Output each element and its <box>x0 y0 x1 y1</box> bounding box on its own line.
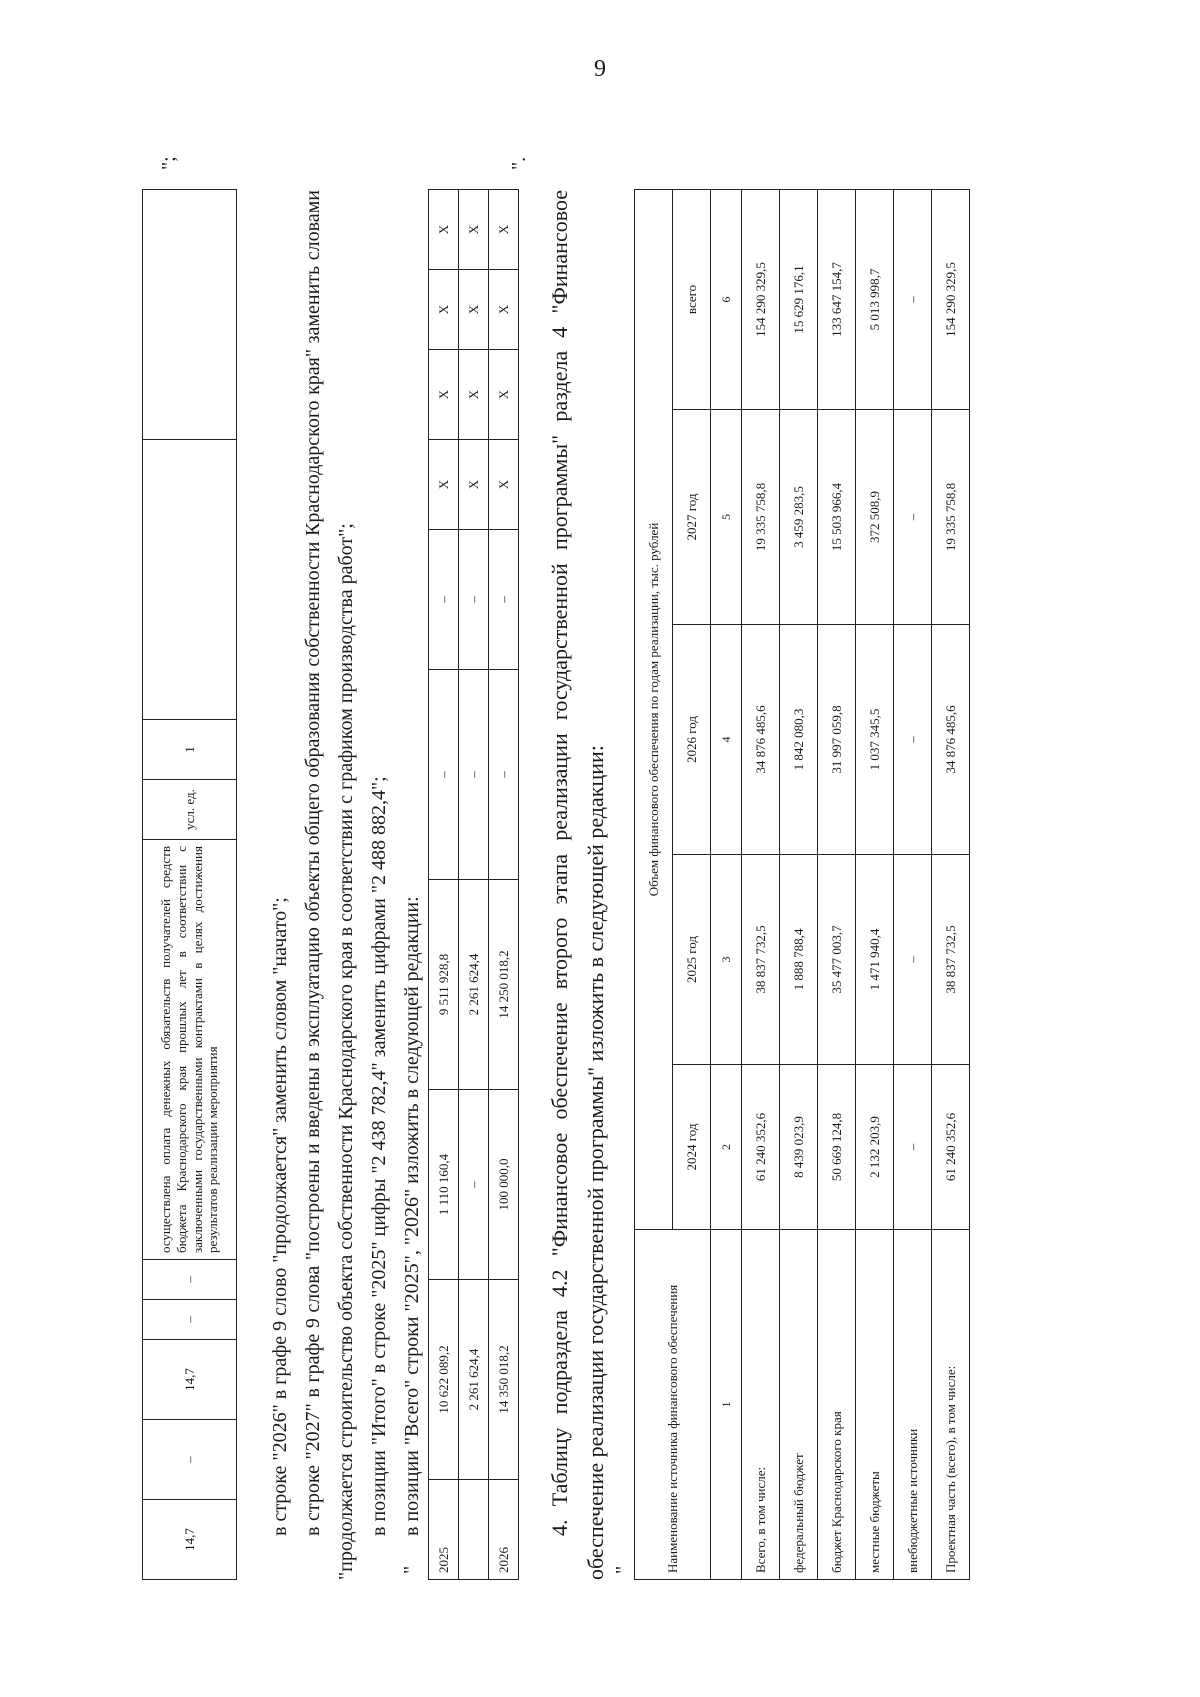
cell <box>143 440 237 720</box>
cell: 1 037 345,5 <box>856 625 894 855</box>
paragraph: 4. Таблицу подраздела 4.2 "Финансовое обеспечение второго этапа реализации государственной программы" раздела 4 "Финансовое обеспечение реализации государственной программы" изложить в следующей редакции: <box>547 190 608 1580</box>
header-year: 2025 год <box>673 855 711 1065</box>
cell: 2025 <box>429 1480 459 1580</box>
header-source: Наименование источника финансового обеспечения <box>635 1230 711 1580</box>
cell: 34 876 485,6 <box>742 625 780 855</box>
cell: бюджет Краснодарского края <box>818 1230 856 1580</box>
cell: 372 508,9 <box>856 410 894 625</box>
cell: X <box>489 350 519 440</box>
table-header-row <box>635 189 673 1579</box>
amendment-text-4 <box>542 190 614 1580</box>
column-number: 3 <box>711 855 742 1065</box>
open-quote: " <box>612 1565 634 1574</box>
paragraph: в строке "2026" в графе 9 слово "продолжается" заменить словом "начато"; <box>269 897 291 1536</box>
cell: 154 290 329,5 <box>932 189 970 409</box>
cell: X <box>459 270 489 350</box>
table-row <box>856 189 894 1579</box>
cell: – <box>459 670 489 880</box>
cell: 14,7 <box>143 1340 237 1420</box>
cell: 154 290 329,5 <box>742 189 780 409</box>
cell: – <box>894 855 932 1065</box>
cell: местные бюджеты <box>856 1230 894 1580</box>
header-total: всего <box>673 189 711 409</box>
cell: 1 888 788,4 <box>780 855 818 1065</box>
cell: – <box>489 670 519 880</box>
rotated-content <box>142 100 1142 1580</box>
cell: усл. ед. <box>143 780 237 840</box>
cell: X <box>429 190 459 270</box>
cell: 14 250 018,2 <box>489 880 519 1090</box>
cell: 19 335 758,8 <box>742 410 780 625</box>
cell: 31 997 059,8 <box>818 625 856 855</box>
cell: 2 261 624,4 <box>459 1280 489 1480</box>
column-number: 6 <box>711 189 742 409</box>
cell: 15 503 966,4 <box>818 410 856 625</box>
cell: 1 471 940,4 <box>856 855 894 1065</box>
header-year: 2024 год <box>673 1065 711 1230</box>
cell: 38 837 732,5 <box>932 855 970 1065</box>
cell: 100 000,0 <box>489 1090 519 1280</box>
column-number: 5 <box>711 410 742 625</box>
cell: Проектная часть (всего), в том числе: <box>932 1230 970 1580</box>
cell: X <box>489 270 519 350</box>
cell: 8 439 023,9 <box>780 1065 818 1230</box>
paragraph: в позиции "Итого" в строке "2025" цифры "2 438 782,4" заменить цифрами "2 488 882,4"; <box>368 776 390 1536</box>
cell: 35 477 003,7 <box>818 855 856 1065</box>
table-financing <box>634 189 970 1580</box>
cell: 61 240 352,6 <box>932 1065 970 1230</box>
table-row <box>742 189 780 1579</box>
amendment-text <box>264 190 429 1580</box>
cell: – <box>894 625 932 855</box>
cell: X <box>429 350 459 440</box>
column-number: 1 <box>711 1230 742 1580</box>
cell: 14,7 <box>143 1500 237 1580</box>
cell: – <box>143 1420 237 1500</box>
cell: 1 <box>143 720 237 780</box>
cell: Всего, в том числе: <box>742 1230 780 1580</box>
table-row <box>780 189 818 1579</box>
cell: федеральный бюджет <box>780 1230 818 1580</box>
paragraph: в строке "2027" в графе 9 слова "построены и введены в эксплуатацию объекты общего образования собственности Краснодарского края" заменить словами "продолжается строительство объекта собственности Краснодарского края в соответствии с графиком производства работ"; <box>302 190 357 1580</box>
cell: – <box>143 1260 237 1300</box>
cell: – <box>429 670 459 880</box>
table-number-row <box>711 189 742 1579</box>
cell: 61 240 352,6 <box>742 1065 780 1230</box>
table-top <box>142 189 237 1580</box>
cell: – <box>489 530 519 670</box>
table-totals <box>428 189 519 1580</box>
cell: X <box>489 440 519 530</box>
table-row <box>932 189 970 1579</box>
cell: внебюджетные источники <box>894 1230 932 1580</box>
cell: 34 876 485,6 <box>932 625 970 855</box>
table-row <box>489 190 519 1580</box>
column-number: 2 <box>711 1065 742 1230</box>
header-year: 2027 год <box>673 410 711 625</box>
cell: X <box>459 190 489 270</box>
cell: X <box>459 350 489 440</box>
header-year: 2026 год <box>673 625 711 855</box>
page-number: 9 <box>594 56 606 82</box>
cell: – <box>894 1065 932 1230</box>
cell: 3 459 283,5 <box>780 410 818 625</box>
cell: – <box>429 530 459 670</box>
cell: 9 511 928,8 <box>429 880 459 1090</box>
cell: – <box>143 1300 237 1340</box>
cell <box>459 1480 489 1580</box>
cell: 2 132 203,9 <box>856 1065 894 1230</box>
table-row <box>429 190 459 1580</box>
cell: 1 842 080,3 <box>780 625 818 855</box>
cell: 10 622 089,2 <box>429 1280 459 1480</box>
cell: 14 350 018,2 <box>489 1280 519 1480</box>
cell: X <box>489 190 519 270</box>
cell: – <box>894 410 932 625</box>
open-quote: " <box>400 1565 422 1574</box>
cell: – <box>459 1090 489 1280</box>
cell: 2 261 624,4 <box>459 880 489 1090</box>
cell: – <box>459 530 489 670</box>
cell: X <box>459 440 489 530</box>
cell: – <box>894 189 932 409</box>
cell: 133 647 154,7 <box>818 189 856 409</box>
table-row <box>459 190 489 1580</box>
cell: осуществлена оплата денежных обязательств получателей средств бюджета Краснодарского края прошлых лет в соответствии с заключенными государственными контрактами в целях достижения результатов реализации мероприятия <box>143 840 237 1260</box>
paragraph: в позиции "Всего" строки "2025", "2026" изложить в следующей редакции: <box>401 896 423 1536</box>
table-row <box>894 189 932 1579</box>
cell <box>143 190 237 440</box>
cell: 15 629 176,1 <box>780 189 818 409</box>
header-volume: Объем финансового обеспечения по годам реализации, тыс. рублей <box>635 189 673 1229</box>
cell: 38 837 732,5 <box>742 855 780 1065</box>
cell: X <box>429 440 459 530</box>
table-row <box>143 190 237 1580</box>
cell: X <box>429 270 459 350</box>
cell: 1 110 160,4 <box>429 1090 459 1280</box>
cell: 19 335 758,8 <box>932 410 970 625</box>
cell: 2026 <box>489 1480 519 1580</box>
close-quote: ". <box>508 156 530 170</box>
cell: 50 669 124,8 <box>818 1065 856 1230</box>
column-number: 4 <box>711 625 742 855</box>
close-quote: "; <box>158 156 180 170</box>
table-row <box>818 189 856 1579</box>
cell: 5 013 998,7 <box>856 189 894 409</box>
